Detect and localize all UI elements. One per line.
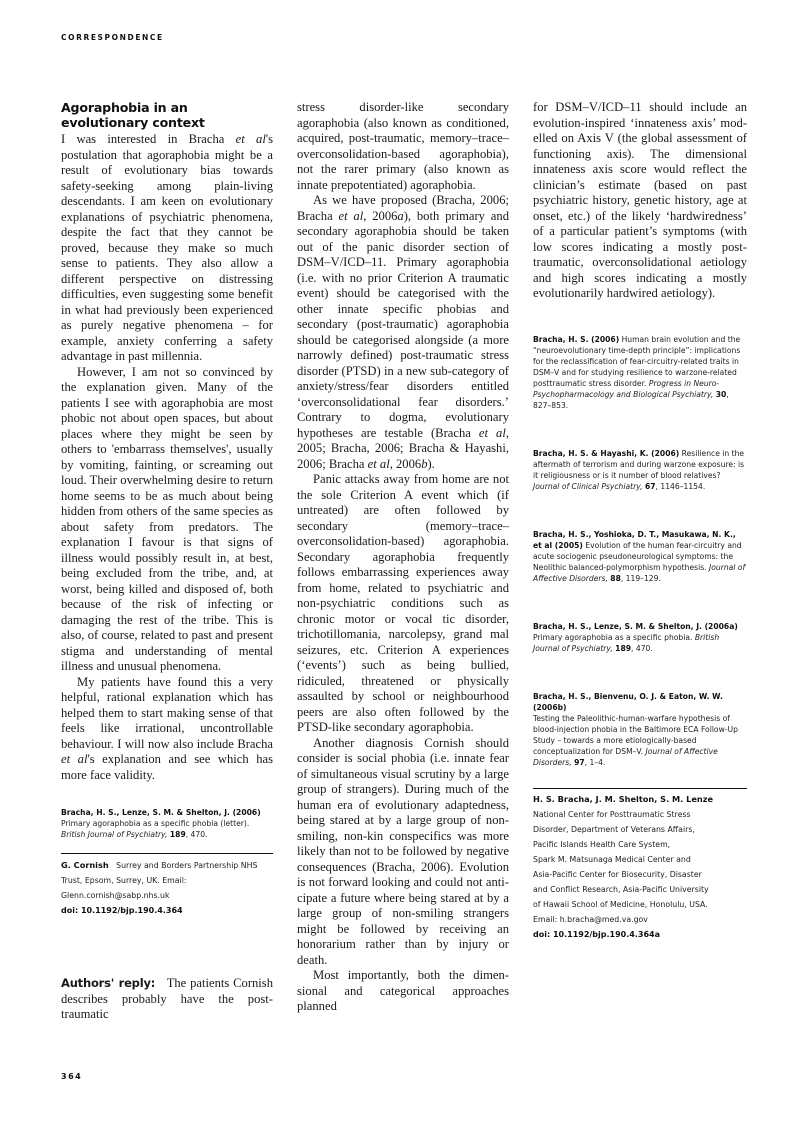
column-3 <box>533 100 747 942</box>
column-2 <box>297 100 509 1015</box>
reply-body <box>297 100 509 1015</box>
running-head: CORRESPONDENCE <box>61 33 164 42</box>
reference-list <box>533 334 747 768</box>
reply-opening: Authors' reply: The patients Cornish describes probably have the post-traumatic <box>61 976 274 1021</box>
reply-paragraph-5: Most importantly, both the dimensional and categorical approaches planned <box>297 968 509 1013</box>
reply-email[interactable]: Email: h.bracha@med.va.gov <box>533 914 648 924</box>
reply-paragraph-4: Another diagnosis Cornish should consider is social phobia (i.e. innate fear of simultaneous visual scrutiny by a large group of strangers). During much of the human era of evolutionary adaptedness, being stared at by a large group of non-smiling, non-kin conspecifics was more likely than not to be followed by negative consequences (Bracha, 2006). Evolution is not forward looking and could not anticipate a future where being stared at by a large group of non-smiling strangers might be followed by receiving an honorarium rather than by injury or death. <box>297 735 509 967</box>
reply-paragraph-1: stress disorder-like secondary agoraphobia (also known as conditioned, acquired, post-traumatic, memory–trace–overconsolidation-based agoraphobia), not the rarer primary (also known as innate prepotentiated) agoraphobia. <box>297 100 509 192</box>
reference-item: Bracha, H. S., Yoshioka, D. T., Masukawa, N. K., et al (2005) Evolution of the human fear-circuitry and acute sociogenic pseudoneurological symptoms: the Neolithic balanced-polymorphism hypothesis. Journal of Affective Disorders, 88, 119–129. <box>533 529 746 583</box>
reference-item: Bracha, H. S., Lenze, S. M. & Shelton, J. (2006a) Primary agoraphobia as a specific phobia. British Journal of Psychiatry, 189, 470. <box>533 621 738 653</box>
reply-continuation: for DSM–V/ICD–11 should include an evolution-inspired ‘innateness axis’ modelled on Axis V (the global assessment of functioning axis). The dimensional innateness axis score would reflect the clinician’s estimate (based on past psychiatric history, genetic history, age at onset, etc.) of the likely ‘hardwiredness’ of a particular patient’s symptoms (with low scores indicating a mostly post-traumatic, overconsolidational aetiology and high scores indicating a mostly evolutionarily hardwired aetiology). <box>533 100 747 300</box>
reply-author-names: H. S. Bracha, J. M. Shelton, S. M. Lenze <box>533 793 714 804</box>
letter-body <box>61 132 273 783</box>
reply-paragraph-3: Panic attacks away from home are not the sole Criterion A event which (if untreated) are often followed by secondary (memory–trace–overconsolidation-based) agoraphobia. Secondary agoraphobia frequently follows embarrassing experiences away from home, related to psychiatric and non-psychiatric conditions such as chronic motor or vocal tic disorder, trichotillomania, narcolepsy, grand mal seizures, etc. Criterion A experiences (‘events’) such as being bullied, ridiculed, threatened or physically assaulted by school or neighbourhood peers are also often followed by the PTSD-like secondary agoraphobia. <box>297 472 509 734</box>
reply-doi: doi: 10.1192/bjp.190.4.364a <box>533 929 660 939</box>
reference-item: Bracha, H. S. & Hayashi, K. (2006) Resilience in the aftermath of terrorism and during warzone exposure: is it religiousness or is it number of blood relatives? Journal of Clinical Psychiatry, 67, 1146–1154. <box>533 448 745 491</box>
letter-paragraph-2: However, I am not so convinced by the explanation given. Many of the patients I see with agoraphobia are most phobic not about open spaces, but about places where they might be seen by others to 'embarrass themselves', usually by vomiting, fainting, or screaming out loud. Their overwhelming desire to return home seems to be as much about being hidden from others of the same species as about safety from predators. The explanation I favour is that signs of illness would possibly result in, at best, being excluded from the tribe, and, at worst, being killed and disposed of, both because of the risk of infecting or damaging the rest of the tribe. This is also, of course, related to past and present stigma and understanding of mental illness and unusual phenomena. <box>61 364 273 673</box>
letter-paragraph-3: My patients have found this a very helpful, rational explanation which has helped them to start making sense of that feels like irrational, uncontrollable behaviour. I will now also include Bracha et al's explanation and see which has more face validity. <box>61 674 273 782</box>
column-1 <box>61 100 273 1023</box>
letter-reference: Bracha, H. S., Lenze, S. M. & Shelton, J. (2006) Primary agoraphobia as a specific phobia (letter). British Journal of Psychiatry, 189, 470. <box>61 808 261 839</box>
letter-paragraph-1: I was interested in Bracha et al's postulation that agoraphobia might be a result of evolutionary bias towards safety-seeking among plain-living descendants. I am keen on evolutionary explanations of psychiatric phenomena, despite the fact that they cannot be proved, because they make so much sense to patients. They also allow a different perspective on distressing difficulties, even suggesting some benefit in what had previously been experienced as purely negative phenomena – for example, anxiety conferring a safety advantage in past millennia. <box>61 132 273 363</box>
divider <box>61 853 273 854</box>
reference-item: Bracha, H. S., Bienvenu, O. J. & Eaton, W. W. (2006b) Testing the Paleolithic-human-warfare hypothesis of blood-injection phobia in the Baltimore ECA Follow-Up Study – towards a more etiologically-based conceptualization for DSM–V. Journal of Affective Disorders, 97, 1–4. <box>533 691 738 767</box>
page-number: 364 <box>61 1072 83 1081</box>
reply-heading: Authors' reply: <box>61 976 156 990</box>
reference-item: Bracha, H. S. (2006) Human brain evolution and the “neuroevolutionary time-depth principle”: implications for the reclassification of fear-circuitry-related traits in DSM–V and for studying resilience to warzone-related posttraumatic stress disorder. Progress in Neuro-Psychopharmacology and Biological Psychiatry, 30, 827–853. <box>533 334 741 410</box>
letter-author-block: G. Cornish Surrey and Borders Partnership NHS Trust, Epsom, Surrey, UK. Email: Glenn.cornish@sabp.nhs.uk doi: 10.1192/bjp.190.4.364 <box>61 858 273 918</box>
letter-title: Agoraphobia in an evolutionary context <box>61 100 205 130</box>
reply-author-block: H. S. Bracha, J. M. Shelton, S. M. Lenze National Center for Posttraumatic Stress Disorder, Department of Veterans Affairs, Pacific Islands Health Care System, Spark M. Matsunaga Medical Center and Asia-Pacific Center for Biosecurity, Disaster and Conflict Research, Asia-Pacific University of Hawaii School of Medicine, Honolulu, USA. Email: h.bracha@med.va.gov doi: 10.1192/bjp.190.4.364a <box>533 792 747 942</box>
letter-doi: doi: 10.1192/bjp.190.4.364 <box>61 906 183 915</box>
divider <box>533 788 747 789</box>
reply-paragraph-2: As we have proposed (Bracha, 2006; Bracha et al, 2006a), both primary and secondary agoraphobia should be taken out of the panic disorder section of DSM–V/ICD–11. Primary agoraphobia (i.e. with no prior Criterion A traumatic event) should be categorised with the other innate specific phobias and secondary (post-traumatic) agoraphobia should be categorised alongside (a more narrowly defined) post-traumatic stress disorder (PTSD) in a new sub-category of anxiety/stress/fear disorders entitled ‘overconsolidational fear disorders.’ Contrary to dogma, evolutionary hypotheses are testable (Bracha et al, 2005; Bracha, 2006; Bracha & Hayashi, 2006; Bracha et al, 2006b). <box>297 193 509 471</box>
